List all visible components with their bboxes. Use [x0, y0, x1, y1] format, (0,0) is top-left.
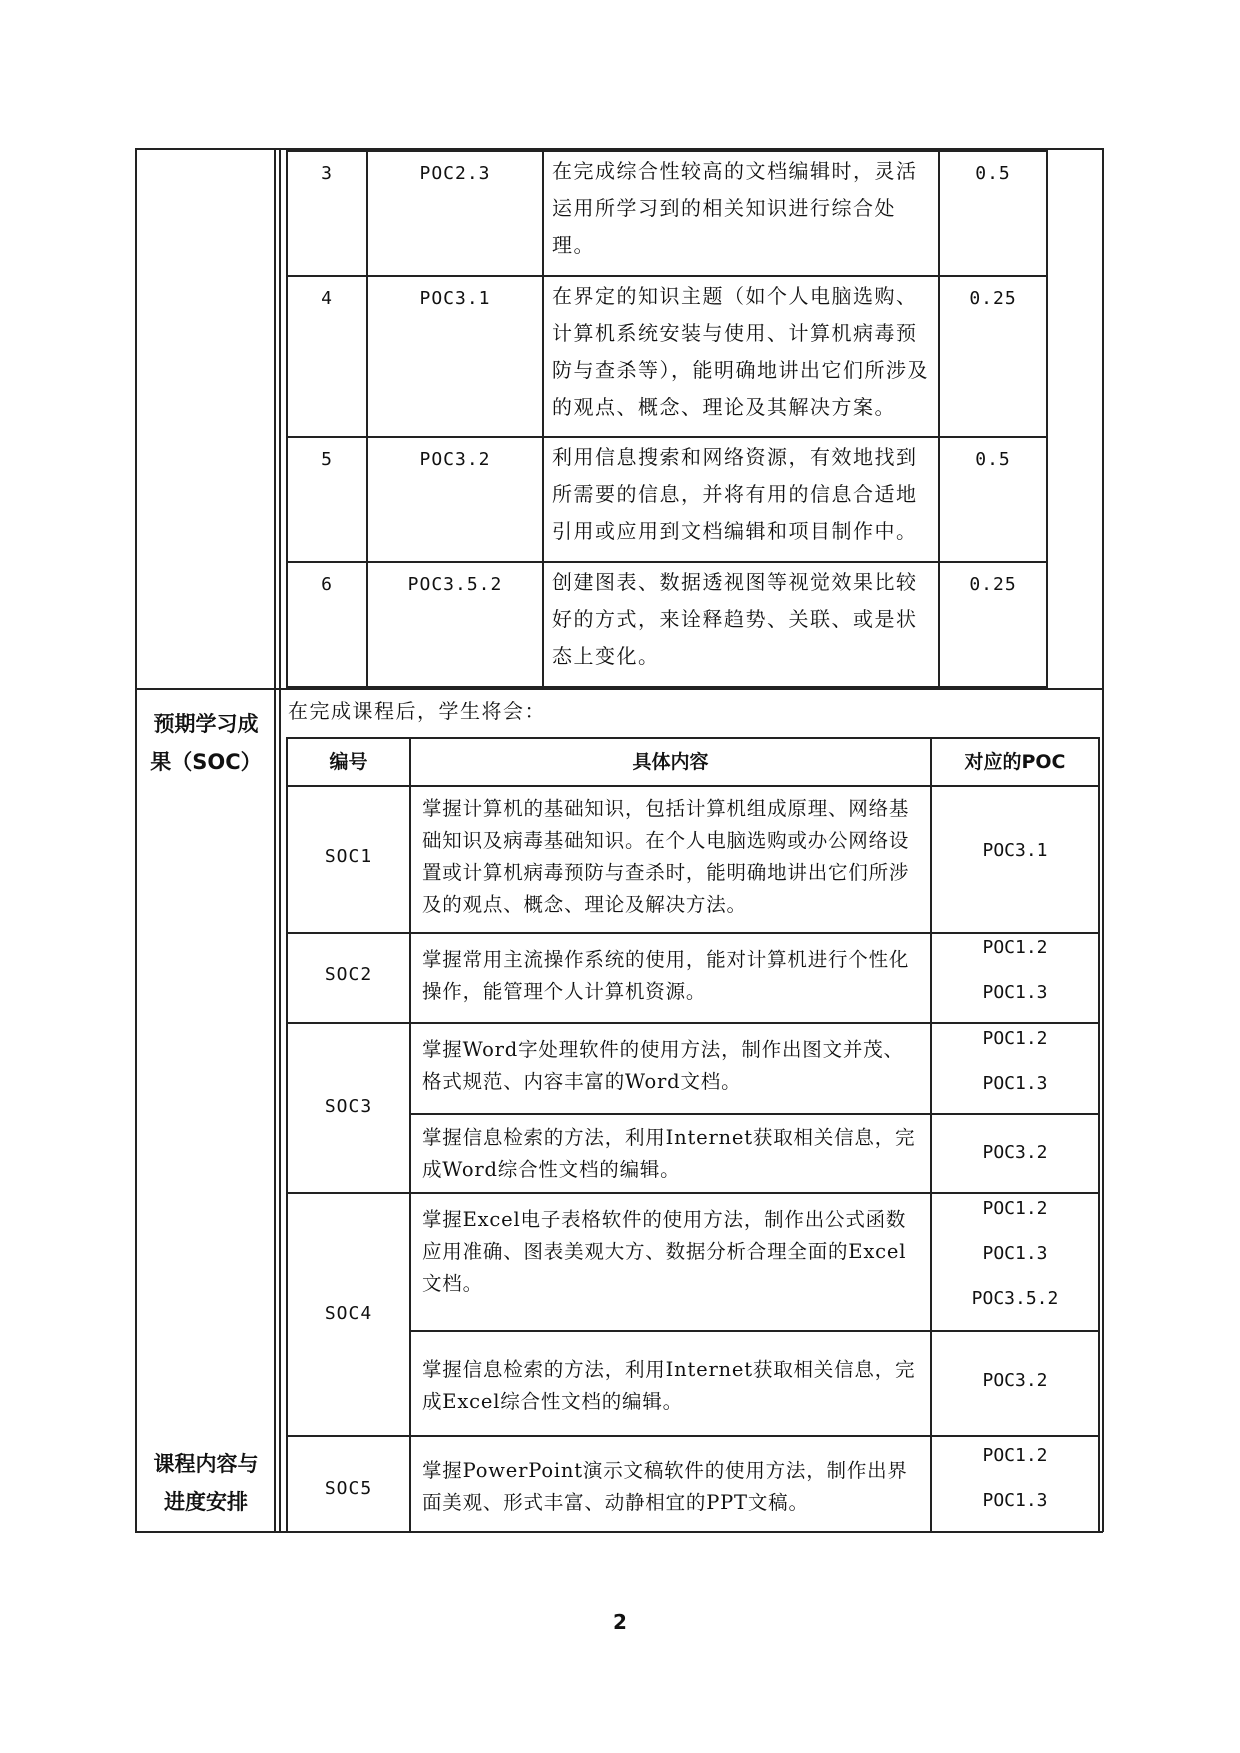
- soc-poc: POC3.1: [982, 840, 1048, 861]
- poc-row-number: 5: [321, 449, 333, 470]
- soc-content: 掌握信息检索的方法，利用Internet获取相关信息，完成Word综合性文档的编辑。: [422, 1126, 916, 1181]
- page-number: 2: [613, 1610, 627, 1634]
- poc-row-weight: 0.5: [975, 449, 1011, 470]
- soc-id: SOC3: [324, 1096, 373, 1117]
- section-label-soc: 预期学习成 果（SOC）: [150, 712, 262, 774]
- poc-row-description: 在界定的知识主题（如个人电脑选购、计算机系统安装与使用、计算机病毒预防与查杀等），能明确地讲出它们所涉及的观点、概念、理论及其解决方案。: [552, 284, 929, 419]
- soc-poc: POC1.2: [982, 1445, 1048, 1466]
- soc-poc: POC3.2: [982, 1370, 1048, 1391]
- poc-row-code: POC2.3: [419, 163, 491, 184]
- soc-id: SOC5: [324, 1478, 373, 1499]
- poc-row-code: POC3.1: [419, 288, 491, 309]
- poc-row-code: POC3.5.2: [407, 574, 503, 595]
- poc-row-number: 3: [321, 163, 333, 184]
- poc-row-description: 利用信息搜索和网络资源，有效地找到所需要的信息，并将有用的信息合适地引用或应用到文档编辑和项目制作中。: [552, 445, 918, 543]
- soc-poc: POC1.2: [982, 1028, 1048, 1049]
- soc-poc: POC3.2: [982, 1142, 1048, 1163]
- soc-content: 掌握信息检索的方法，利用Internet获取相关信息，完成Excel综合性文档的编辑。: [422, 1358, 916, 1413]
- soc-content: 掌握Excel电子表格软件的使用方法，制作出公式函数应用准确、图表美观大方、数据分析合理全面的Excel文档。: [422, 1208, 907, 1295]
- soc-content: 掌握计算机的基础知识，包括计算机组成原理、网络基础知识及病毒基础知识。在个人电脑选购或办公网络设置或计算机病毒预防与查杀时，能明确地讲出它们所涉及的观点、概念、理论及解决方法。: [422, 797, 910, 916]
- poc-row-code: POC3.2: [419, 449, 491, 470]
- poc-row-number: 4: [321, 288, 333, 309]
- soc-poc: POC1.3: [982, 1243, 1048, 1264]
- soc-poc: POC3.5.2: [971, 1288, 1059, 1309]
- soc-poc: POC1.2: [982, 937, 1048, 958]
- soc-header-content: 具体内容: [632, 751, 709, 773]
- soc-header-poc: 对应的POC: [964, 751, 1066, 773]
- poc-row-description: 创建图表、数据透视图等视觉效果比较好的方式，来诠释趋势、关联、或是状态上变化。: [552, 570, 918, 668]
- poc-row-weight: 0.25: [969, 288, 1017, 309]
- section-label-content: 课程内容与 进度安排: [153, 1452, 259, 1514]
- soc-content: 掌握常用主流操作系统的使用，能对计算机进行个性化操作，能管理个人计算机资源。: [422, 948, 910, 1003]
- soc-id: SOC1: [324, 846, 373, 867]
- poc-row-number: 6: [321, 574, 333, 595]
- soc-id: SOC4: [324, 1303, 373, 1324]
- soc-poc: POC1.3: [982, 1073, 1048, 1094]
- poc-row-weight: 0.5: [975, 163, 1011, 184]
- soc-poc: POC1.2: [982, 1198, 1048, 1219]
- soc-content: 掌握PowerPoint演示文稿软件的使用方法，制作出界面美观、形式丰富、动静相宜的PPT文稿。: [422, 1459, 908, 1514]
- soc-poc: POC1.3: [982, 1490, 1048, 1511]
- poc-row-description: 在完成综合性较高的文档编辑时，灵活运用所学习到的相关知识进行综合处理。: [552, 159, 918, 257]
- soc-id: SOC2: [324, 964, 373, 985]
- soc-poc: POC1.3: [982, 982, 1048, 1003]
- poc-row-weight: 0.25: [969, 574, 1017, 595]
- soc-content: 掌握Word字处理软件的使用方法，制作出图文并茂、格式规范、内容丰富的Word文档。: [422, 1038, 904, 1093]
- soc-header-number: 编号: [329, 751, 368, 773]
- soc-intro-text: 在完成课程后，学生将会：: [288, 699, 546, 723]
